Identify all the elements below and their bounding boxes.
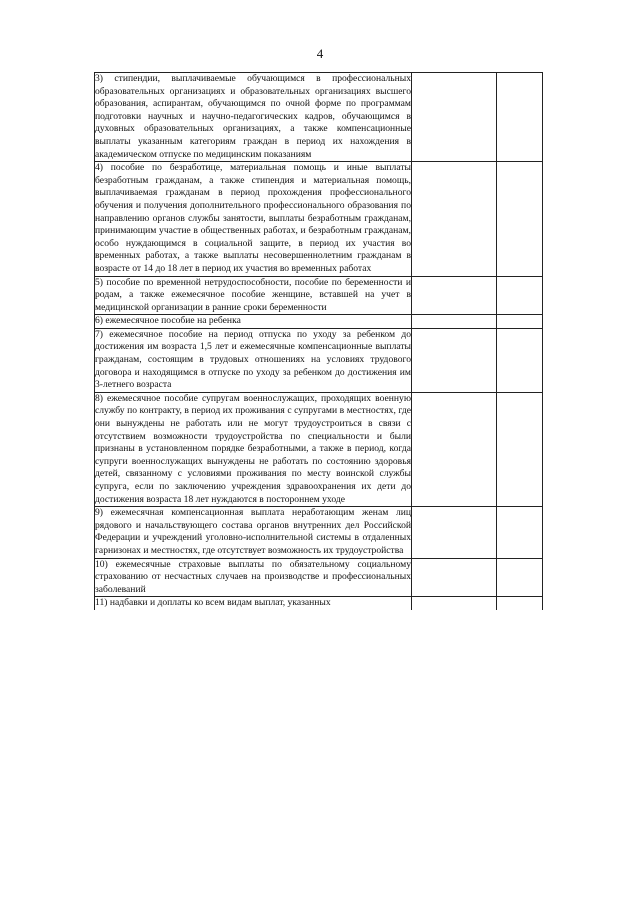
table-row (95, 507, 543, 558)
blank-cell (497, 315, 543, 329)
row-text-cell (95, 162, 412, 276)
blank-cell (412, 315, 497, 329)
blank-cell (497, 558, 543, 597)
table-row (95, 315, 543, 329)
blank-cell (412, 507, 497, 558)
page-number: 4 (316, 46, 324, 61)
blank-cell (412, 73, 497, 162)
row-text-cell (95, 73, 412, 162)
blank-cell (497, 276, 543, 315)
row-text-cell (95, 276, 412, 315)
row-text: 10) ежемесячные страховые выплаты по обязательному социальному страхованию от несчастных случаев на производстве и профессиональных заболеваний (95, 558, 411, 595)
row-text: 5) пособие по временной нетрудоспособности, пособие по беременности и родам, а также ежемесячное пособие женщине, вставшей на учет в медицинской организации в ранние сроки беременности (95, 276, 411, 313)
table-row (95, 73, 543, 162)
blank-cell (412, 392, 497, 506)
row-text-cell (95, 328, 412, 392)
row-text-cell (95, 315, 412, 329)
blank-cell (497, 597, 543, 610)
blank-cell (497, 162, 543, 276)
blank-cell (497, 328, 543, 392)
blank-cell (497, 392, 543, 506)
blank-cell (497, 507, 543, 558)
table-row (95, 328, 543, 392)
blank-cell (412, 558, 497, 597)
row-text: 3) стипендии, выплачиваемые обучающимся в профессиональных образовательных организациях и образовательных организациях высшего образования, аспирантам, обучающимся по очной форме по программам подготовки научных и научно-педагогических кадров, обучающимся в духовных образовательных организациях, а также компенсационные выплаты указанным категориям граждан в период их нахождения в академическом отпуске по медицинским показаниям (95, 73, 411, 160)
table-row (95, 276, 543, 315)
table-row (95, 162, 543, 276)
row-text: 11) надбавки и доплаты ко всем видам выплат, указанных (95, 597, 331, 609)
blank-cell (412, 597, 497, 610)
table-row (95, 392, 543, 506)
blank-cell (412, 328, 497, 392)
table-row (95, 597, 543, 610)
row-text-cell (95, 392, 412, 506)
blank-cell (412, 162, 497, 276)
table-row (95, 558, 543, 597)
row-text-cell (95, 558, 412, 597)
blank-cell (412, 276, 497, 315)
row-text: 6) ежемесячное пособие на ребенка (95, 315, 241, 327)
row-text: 4) пособие по безработице, материальная помощь и иные выплаты безработным гражданам, а также стипендия и материальная помощь, выплачиваемая гражданам в период прохождения профессионального обучения и получения дополнительного профессионального образования по направлению органов службы занятости, выплаты безработным гражданам, принимающим участие в общественных работах, и безработным гражданам, особо нуждающимся в социальной защите, в период их участия во временных работах, а также выплаты несовершеннолетним гражданам в возрасте от 14 до 18 лет в период их участия во временных работах (95, 162, 411, 274)
row-text-cell (95, 597, 412, 610)
blank-cell (497, 73, 543, 162)
row-text-cell (95, 507, 412, 558)
row-text: 9) ежемесячная компенсационная выплата неработающим женам лиц рядового и начальствующего состава органов внутренних дел Российской Федерации и учреждений уголовно-исполнительной системы в отдаленных гарнизонах и местностях, где отсутствует возможность их трудоустройства (95, 507, 411, 556)
row-text: 7) ежемесячное пособие на период отпуска по уходу за ребенком до достижения им возраста 1,5 лет и ежемесячные компенсационные выплаты гражданам, состоящим в трудовых отношениях на условиях трудового договора и находящимся в отпуске по уходу за ребенком до достижения им 3-летнего возраста (95, 328, 411, 391)
row-text: 8) ежемесячное пособие супругам военнослужащих, проходящих военную службу по контракту, в период их проживания с супругами в местностях, где они вынуждены не работать или не могут трудоустроиться в связи с отсутствием возможности трудоустройства по специальности и были признаны в установленном порядке безработными, а также в период, когда супруги военнослужащих вынуждены не работать по состоянию здоровья детей, связанному с условиями проживания по месту воинской службы супруга, если по заключению учреждения здравоохранения их дети до достижения возраста 18 лет нуждаются в постороннем уходе (95, 392, 411, 505)
income-types-table (94, 72, 543, 610)
